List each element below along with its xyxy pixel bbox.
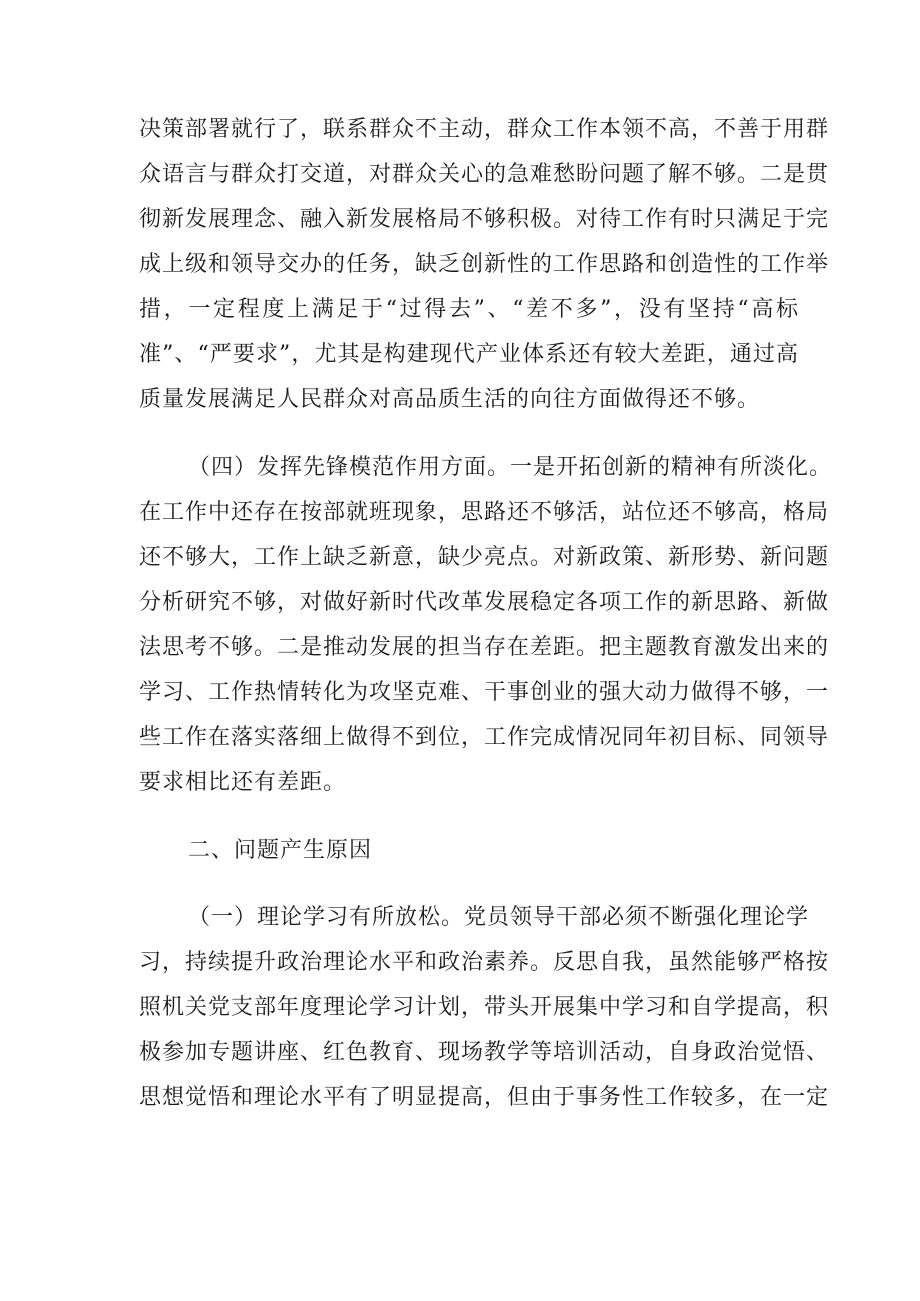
paragraph-line: 极参加专题讲座、红色教育、现场教学等培训活动，自身政治觉悟、	[139, 1040, 830, 1065]
paragraph-line: 法思考不够。二是推动发展的担当存在差距。把主题教育激发出来的	[139, 635, 830, 660]
paragraph-line: 还不够大，工作上缺乏新意，缺少亮点。对新政策、新形势、新问题	[139, 545, 830, 570]
paragraph-first-line: （四）发挥先锋模范作用方面。一是开拓创新的精神有所淡化。	[188, 455, 833, 480]
paragraph-line: 质量发展满足人民群众对高品质生活的向往方面做得还不够。	[139, 387, 761, 412]
section-heading: 二、问题产生原因	[188, 838, 373, 863]
paragraph-line: 学习、工作热情转化为攻坚克难、干事创业的强大动力做得不够，一	[139, 680, 830, 705]
paragraph-line: 习，持续提升政治理论水平和政治素养。反思自我，虽然能够严格按	[139, 950, 830, 975]
paragraph-line: 在工作中还存在按部就班现象，思路还不够活，站位还不够高，格局	[139, 500, 830, 525]
paragraph-line: 彻新发展理念、融入新发展格局不够积极。对待工作有时只满足于完	[139, 207, 830, 232]
paragraph-line: 思想觉悟和理论水平有了明显提高，但由于事务性工作较多，在一定	[139, 1085, 830, 1110]
paragraph-first-line: （一）理论学习有所放松。党员领导干部必须不断强化理论学	[188, 905, 810, 930]
paragraph-line: 决策部署就行了，联系群众不主动，群众工作本领不高，不善于用群	[139, 117, 830, 142]
paragraph-line: 准”、“严要求”，尤其是构建现代产业体系还有较大差距，通过高	[139, 342, 799, 367]
paragraph-line: 措，一定程度上满足于“过得去”、“差不多”，没有坚持“高标	[139, 297, 799, 322]
paragraph-line: 些工作在落实落细上做得不到位，工作完成情况同年初目标、同领导	[139, 725, 830, 750]
paragraph-line: 分析研究不够，对做好新时代改革发展稳定各项工作的新思路、新做	[139, 590, 830, 615]
paragraph-line: 照机关党支部年度理论学习计划，带头开展集中学习和自学提高，积	[139, 995, 830, 1020]
paragraph-line: 众语言与群众打交道，对群众关心的急难愁盼问题了解不够。二是贯	[139, 162, 830, 187]
paragraph-line: 要求相比还有差距。	[139, 770, 347, 795]
paragraph-line: 成上级和领导交办的任务，缺乏创新性的工作思路和创造性的工作举	[139, 252, 830, 277]
